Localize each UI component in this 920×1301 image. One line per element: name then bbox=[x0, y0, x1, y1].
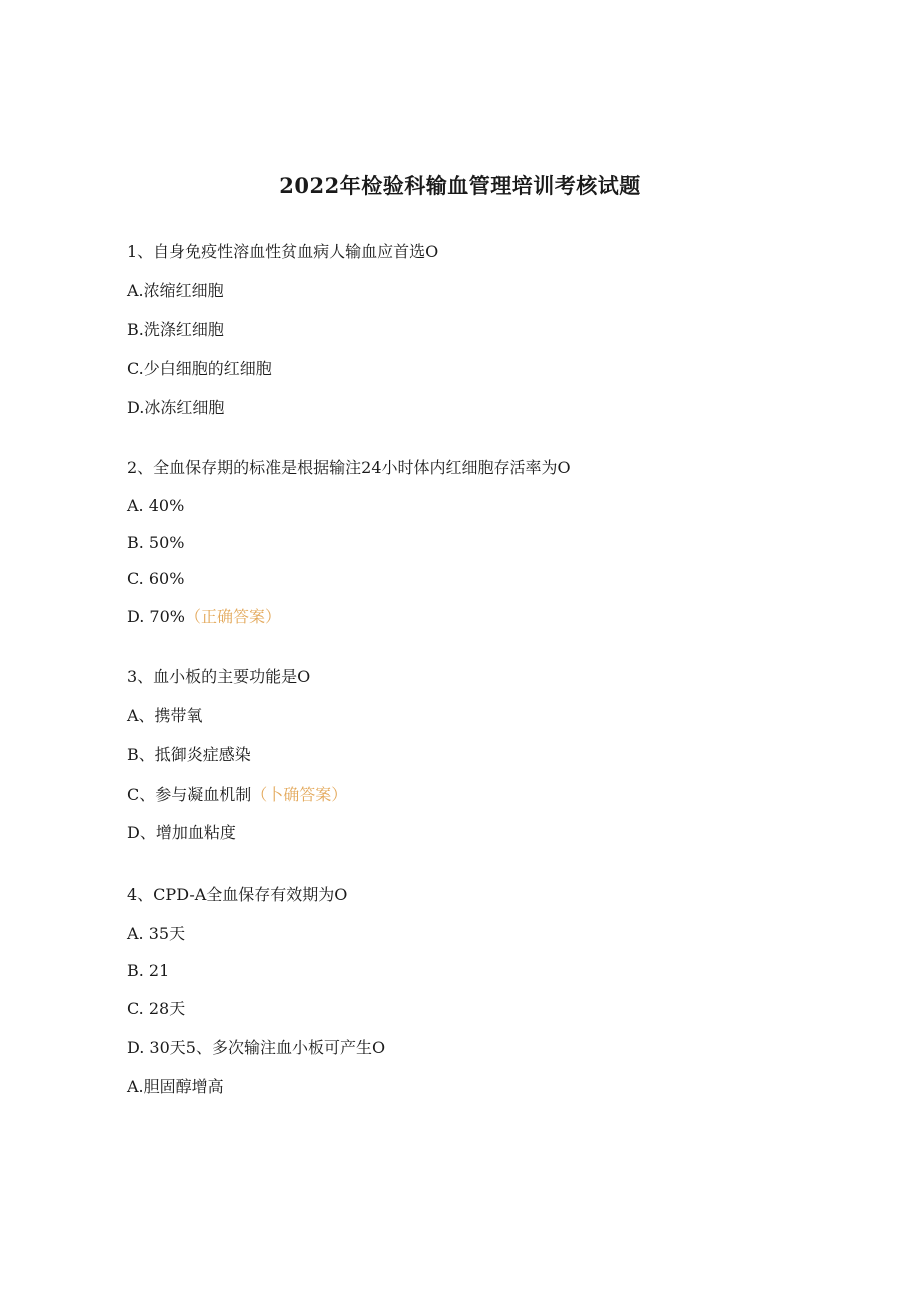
question-3-option-b: B、抵御炎症感染 bbox=[127, 745, 251, 764]
question-4: 4、CPD-A全血保存有效期为O bbox=[127, 885, 348, 904]
question-2-option-a: A. 40% bbox=[127, 496, 185, 515]
document-title: 2022年检验科输血管理培训考核试题 bbox=[279, 173, 641, 198]
question-2-option-d-row bbox=[127, 607, 281, 627]
question-4-option-b: B. 21 bbox=[127, 961, 170, 980]
question-3-option-c: C、参与凝血机制 bbox=[127, 785, 252, 804]
question-3-option-a: A、携带氧 bbox=[127, 706, 203, 725]
question-1-option-b: B.洗涤红细胞 bbox=[127, 320, 224, 339]
question-5-option-a: A.胆固醇增高 bbox=[127, 1077, 224, 1096]
question-1-option-d: D.冰冻红细胞 bbox=[127, 398, 225, 417]
question-1: 1、自身免疫性溶血性贫血病人输血应首选O bbox=[127, 242, 439, 261]
question-2: 2、全血保存期的标准是根据输注24小时体内红细胞存活率为O bbox=[127, 458, 571, 477]
question-2-option-b: B. 50% bbox=[127, 533, 185, 552]
question-3-option-d: D、增加血粘度 bbox=[127, 823, 236, 842]
question-4-option-d-and-question-5: D. 30天5、多次输注血小板可产生O bbox=[127, 1038, 386, 1057]
question-3-option-c-row bbox=[127, 785, 347, 805]
question-1-option-c: C.少白细胞的红细胞 bbox=[127, 359, 272, 378]
question-1-option-a: A.浓缩红细胞 bbox=[127, 281, 224, 300]
question-4-option-c: C. 28天 bbox=[127, 999, 186, 1018]
question-4-option-a: A. 35天 bbox=[127, 924, 186, 943]
question-2-option-c: C. 60% bbox=[127, 569, 185, 588]
correct-answer-mark: （卜确答案） bbox=[251, 785, 348, 804]
correct-answer-mark: （正确答案） bbox=[185, 607, 282, 626]
question-3: 3、血小板的主要功能是O bbox=[127, 667, 311, 686]
question-2-option-d: D. 70% bbox=[127, 607, 185, 626]
